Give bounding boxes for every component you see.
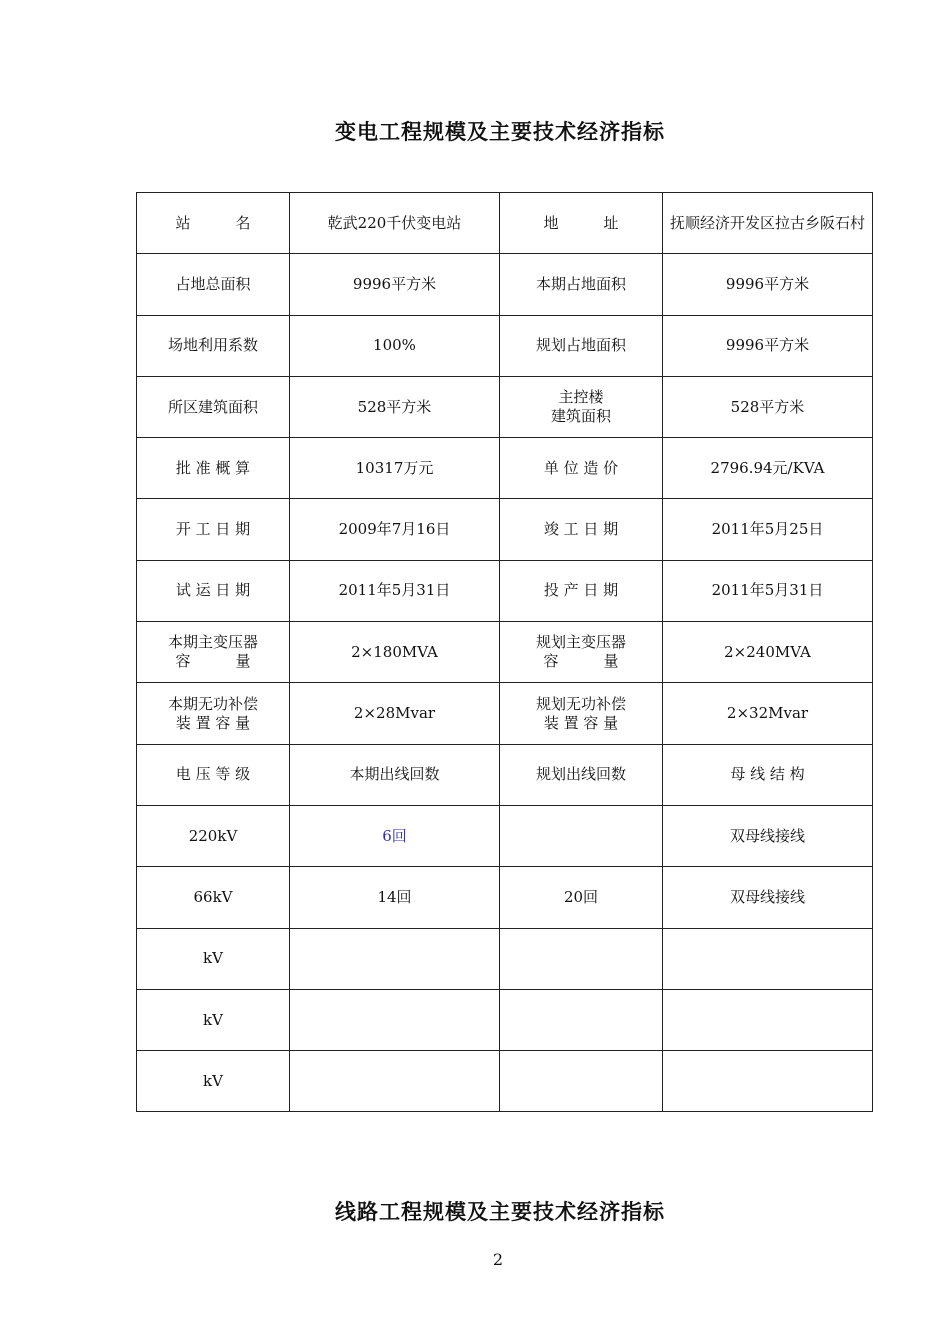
cell-value-b: 母 线 结 构 — [663, 744, 873, 805]
cell-label-a: 本期主变压器 容 量 — [137, 622, 290, 683]
cell-value-b: 2×240MVA — [663, 622, 873, 683]
cell-value-b: 9996平方米 — [663, 315, 873, 376]
table-row — [137, 805, 873, 866]
cell-value-a: 10317万元 — [290, 438, 500, 499]
cell-label-b: 竣 工 日 期 — [500, 499, 663, 560]
table-row — [137, 193, 873, 254]
cell-value-a: 14回 — [290, 867, 500, 928]
cell-label-a: 占地总面积 — [137, 254, 290, 315]
cell-value-b — [663, 928, 873, 989]
cell-value-a: 2×180MVA — [290, 622, 500, 683]
cell-value-b — [663, 1051, 873, 1112]
cell-label-b: 投 产 日 期 — [500, 560, 663, 621]
cell-value-b: 2796.94元/KVA — [663, 438, 873, 499]
cell-label-a: 试 运 日 期 — [137, 560, 290, 621]
cell-value-a — [290, 928, 500, 989]
table-row — [137, 376, 873, 437]
cell-value-a: 2011年5月31日 — [290, 560, 500, 621]
cell-label-a: 站 名 — [137, 193, 290, 254]
cell-label-a: 220kV — [137, 805, 290, 866]
cell-label-a: 批 准 概 算 — [137, 438, 290, 499]
cell-value-b: 2×32Mvar — [663, 683, 873, 744]
cell-value-a — [290, 989, 500, 1050]
table-row — [137, 438, 873, 499]
cell-label-a: kV — [137, 928, 290, 989]
cell-label-b: 规划占地面积 — [500, 315, 663, 376]
cell-label-a: 所区建筑面积 — [137, 376, 290, 437]
cell-label-a: 电 压 等 级 — [137, 744, 290, 805]
cell-value-a: 2×28Mvar — [290, 683, 500, 744]
cell-label-b — [500, 1051, 663, 1112]
page-title: 变电工程规模及主要技术经济指标 — [335, 119, 665, 144]
cell-label-b: 规划出线回数 — [500, 744, 663, 805]
cell-label-a: kV — [137, 1051, 290, 1112]
table-row — [137, 315, 873, 376]
table-row — [137, 1051, 873, 1112]
cell-value-b: 9996平方米 — [663, 254, 873, 315]
cell-label-b: 20回 — [500, 867, 663, 928]
cell-value-b: 抚顺经济开发区拉古乡阪石村 — [663, 193, 873, 254]
cell-label-b: 规划无功补偿 装 置 容 量 — [500, 683, 663, 744]
cell-label-b: 单 位 造 价 — [500, 438, 663, 499]
page-number: 2 — [492, 1250, 504, 1269]
cell-label-b — [500, 989, 663, 1050]
table-row — [137, 683, 873, 744]
table-row — [137, 499, 873, 560]
cell-label-b: 主控楼 建筑面积 — [500, 376, 663, 437]
substation-spec-table — [136, 192, 873, 1112]
cell-value-a: 6回 — [290, 805, 500, 866]
cell-label-a: 场地利用系数 — [137, 315, 290, 376]
cell-label-b — [500, 805, 663, 866]
cell-value-a: 2009年7月16日 — [290, 499, 500, 560]
cell-value-b: 528平方米 — [663, 376, 873, 437]
cell-label-a: 66kV — [137, 867, 290, 928]
cell-value-a: 本期出线回数 — [290, 744, 500, 805]
table-row — [137, 254, 873, 315]
table-row — [137, 744, 873, 805]
table-row — [137, 867, 873, 928]
table-row — [137, 560, 873, 621]
cell-value-b: 双母线接线 — [663, 867, 873, 928]
cell-label-a: kV — [137, 989, 290, 1050]
cell-label-b: 规划主变压器 容 量 — [500, 622, 663, 683]
section-title: 线路工程规模及主要技术经济指标 — [335, 1199, 665, 1224]
cell-value-b: 2011年5月31日 — [663, 560, 873, 621]
cell-label-a: 本期无功补偿 装 置 容 量 — [137, 683, 290, 744]
cell-value-a — [290, 1051, 500, 1112]
cell-value-a: 9996平方米 — [290, 254, 500, 315]
cell-label-b: 本期占地面积 — [500, 254, 663, 315]
cell-label-b — [500, 928, 663, 989]
cell-value-a: 100% — [290, 315, 500, 376]
table-row — [137, 622, 873, 683]
cell-label-a: 开 工 日 期 — [137, 499, 290, 560]
cell-value-a: 528平方米 — [290, 376, 500, 437]
table-row — [137, 989, 873, 1050]
table-row — [137, 928, 873, 989]
cell-value-b: 2011年5月25日 — [663, 499, 873, 560]
cell-label-b: 地 址 — [500, 193, 663, 254]
cell-value-b: 双母线接线 — [663, 805, 873, 866]
cell-value-a: 乾武220千伏变电站 — [290, 193, 500, 254]
cell-value-b — [663, 989, 873, 1050]
